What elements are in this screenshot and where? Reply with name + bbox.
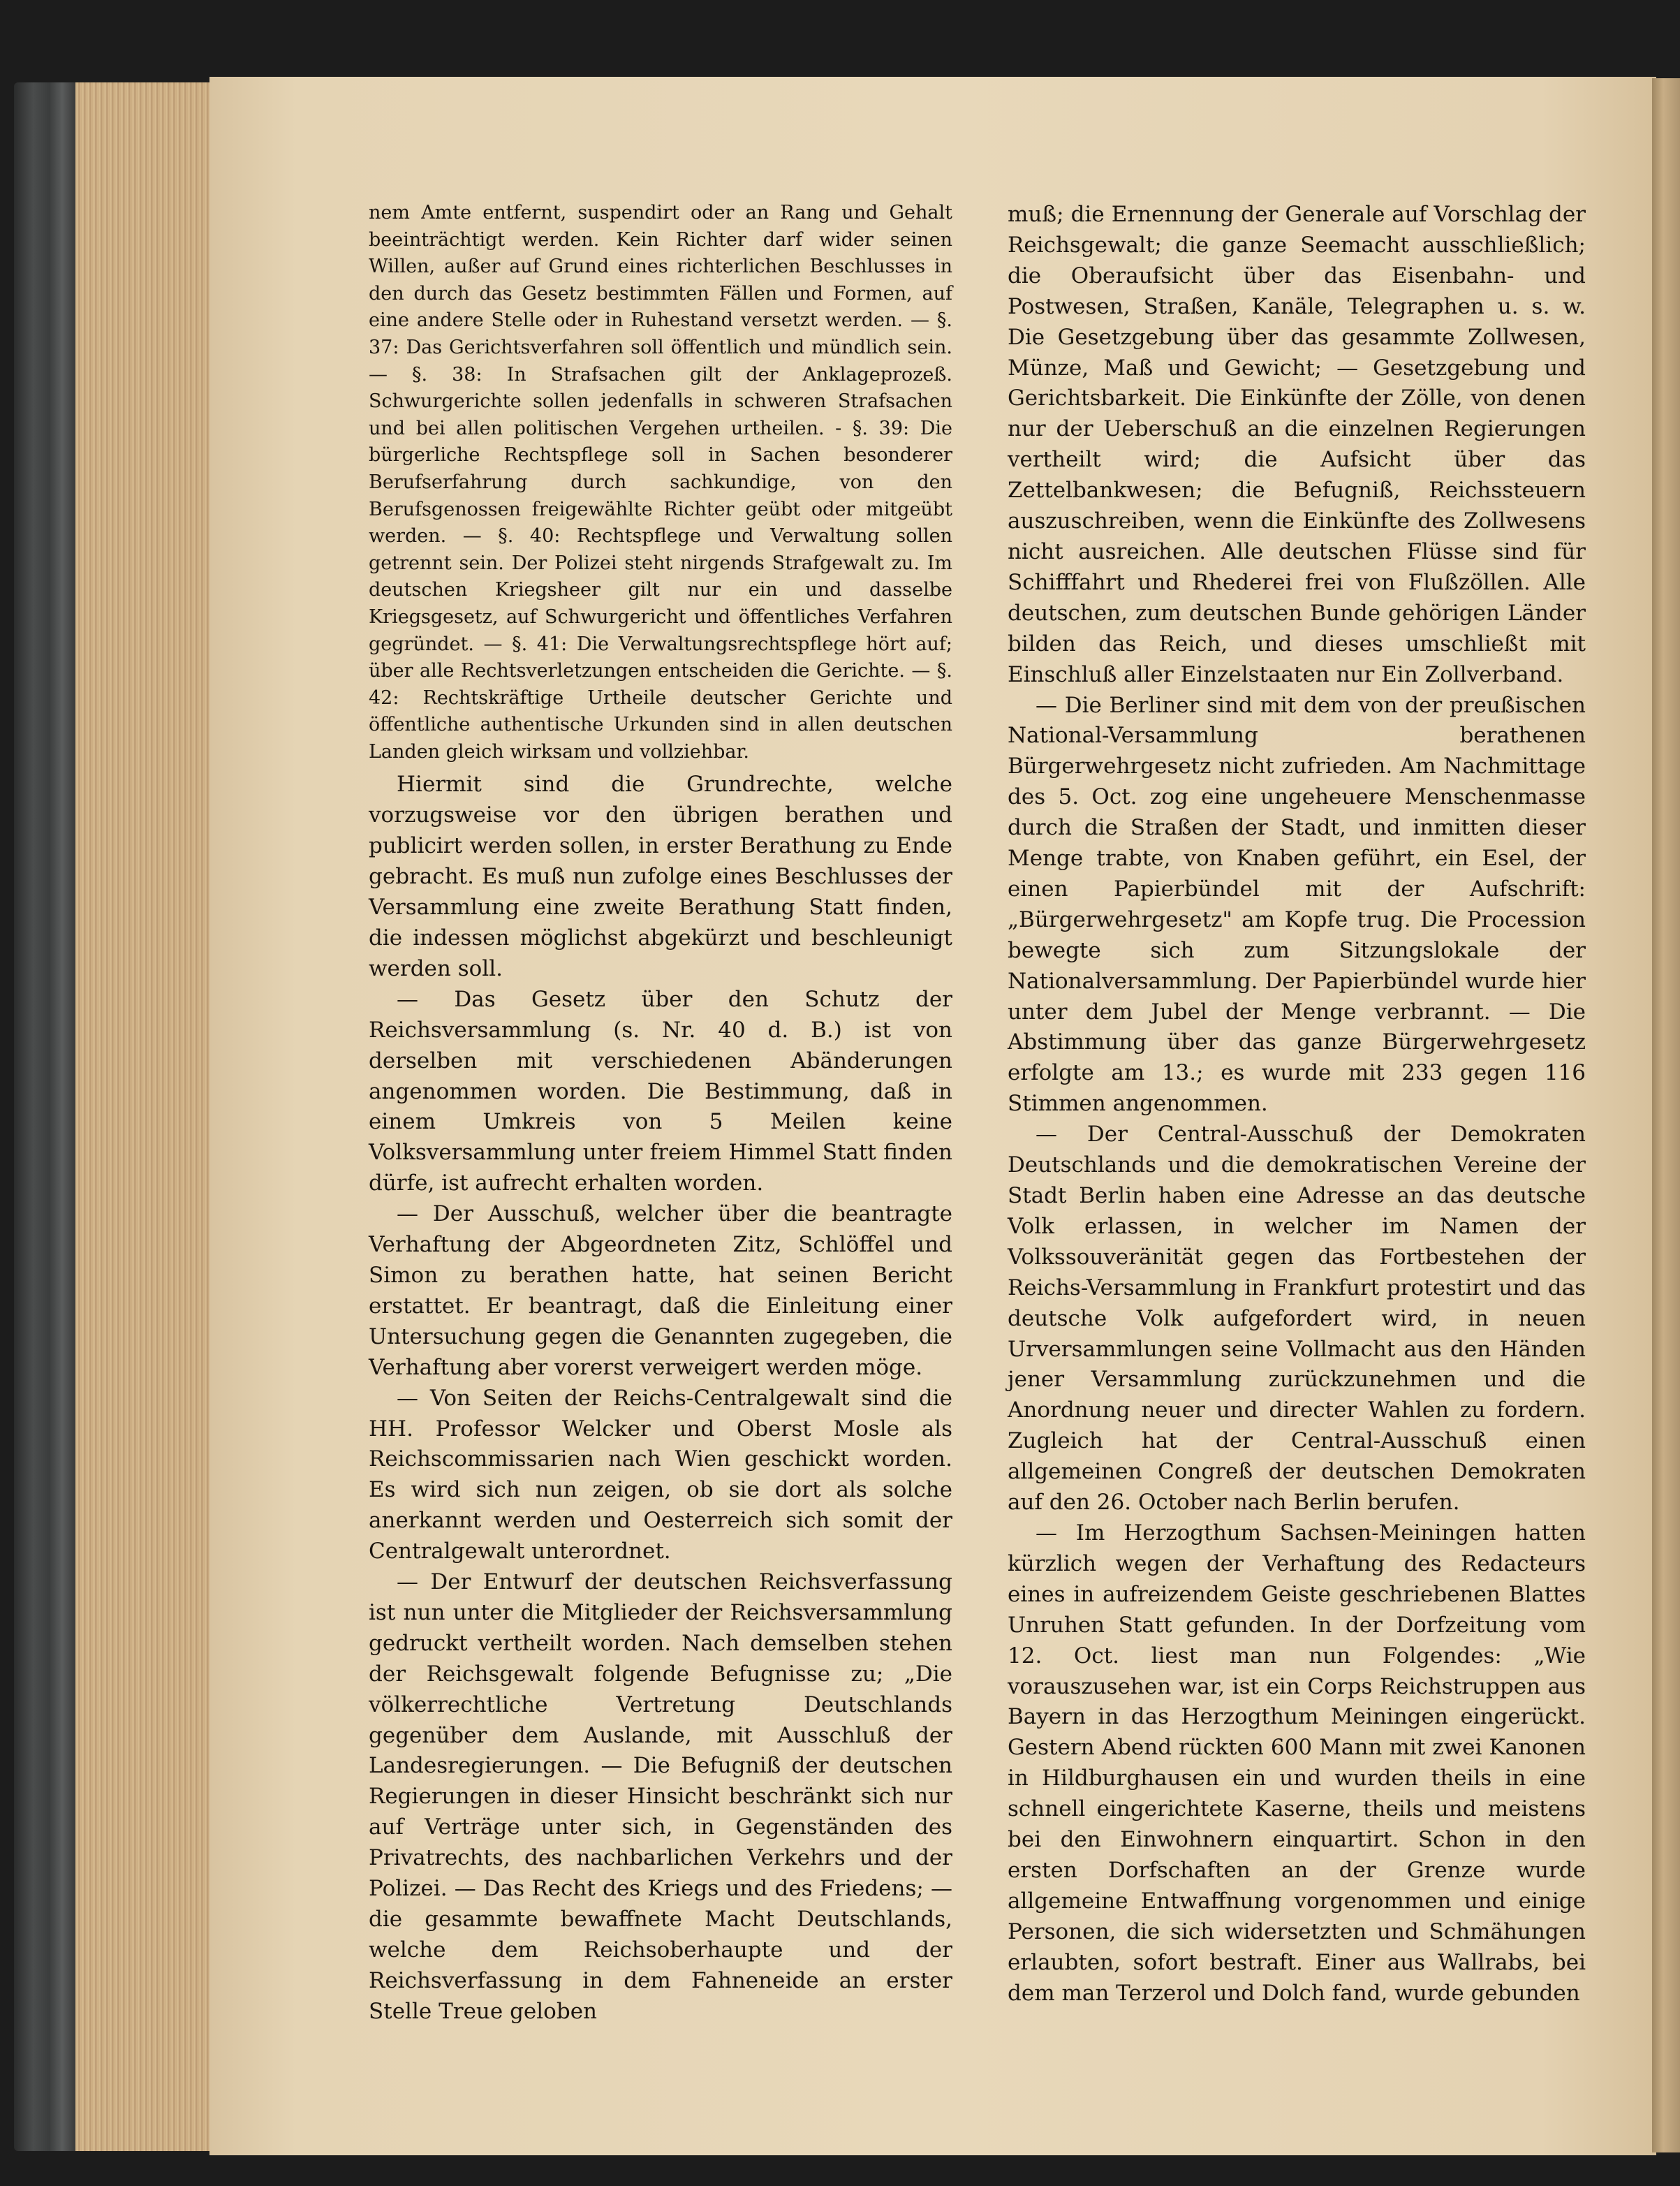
paragraph-sachsen-meiningen: — Im Herzogthum Sachsen-Meiningen hatten kürzlich wegen der Verhaftung des Redacteurs eines in aufreizendem Geiste geschriebenen Blattes Unruhen Statt gefunden. In der Dorfzeitung vom 12. Oct. liest man nun Folgendes: „Wie vorauszusehen war, ist ein Corps Reichstruppen aus Bayern in das Herzogthum Meiningen eingerückt. Gestern Abend rückten 600 Mann mit zwei Kanonen in Hildburghausen ein und wurden theils in eine schnell eingerichtete Kaserne, theils und meistens bei den Einwohnern einquartirt. Schon in den ersten Dorfschaften an der Grenze wurde allgemeine Entwaffnung vorgenommen und einige Personen, die sich widersetzten und Schmähungen erlaubten, sofort bestraft. Einer aus Wallrabs, bei dem man Terzerol und Dolch fand, wurde gebunden	[1008, 1520, 1586, 2006]
page-edges	[75, 82, 219, 2151]
left-text-column	[369, 200, 952, 2027]
right-page-edge	[1652, 78, 1680, 2152]
book-binding	[14, 82, 78, 2151]
paragraph-berliner: — Die Berliner sind mit dem von der preußischen National-Versammlung berathenen Bürgerwehrgesetz nicht zufrieden. Am Nachmittage des 5. Oct. zog eine ungeheuere Menschenmasse durch die Straßen der Stadt, und inmitten dieser Menge trabte, von Knaben geführt, ein Esel, der einen Papierbündel mit der Aufschrift: „Bürgerwehrgesetz" am Kopfe trug. Die Procession bewegte sich zum Sitzungslokale der Nationalversammlung. Der Papierbündel wurde hier unter dem Jubel der Menge verbrannt. — Die Abstimmung über das ganze Bürgerwehrgesetz erfolgte am 13.; es wurde mit 233 gegen 116 Stimmen angenommen.	[1008, 692, 1586, 1117]
paragraph-grundrechte: Hiermit sind die Grundrechte, welche vorzugsweise vor den übrigen berathen und publicirt werden sollen, in erster Berathung zu Ende gebracht. Es muß nun zufolge eines Beschlusses der Versammlung eine zweite Berathung Statt finden, die indessen möglichst abgekürzt und beschleunigt werden soll.	[369, 772, 952, 981]
paragraph-continuation: muß; die Ernennung der Generale auf Vorschlag der Reichsgewalt; die ganze Seemacht ausschließlich; die Oberaufsicht über das Eisenbahn- und Postwesen, Straßen, Kanäle, Telegraphen u. s. w. Die Gesetzgebung über das gesammte Zollwesen, Münze, Maß und Gewicht; — Gesetzgebung und Gerichtsbarkeit. Die Einkünfte der Zölle, von denen nur der Ueberschuß an die einzelnen Regierungen vertheilt wird; die Aufsicht über das Zettelbankwesen; die Befugniß, Reichssteuern auszuschreiben, wenn die Einkünfte des Zollwesens nicht ausreichen. Alle deutschen Flüsse sind für Schifffahrt und Rhederei frei von Flußzöllen. Alle deutschen, zum deutschen Bunde gehörigen Länder bilden das Reich, und dieses umschließt mit Einschluß aller Einzelstaaten nur Ein Zollverband.	[1008, 202, 1586, 687]
paragraph-schutz-reichsversammlung: — Das Gesetz über den Schutz der Reichsversammlung (s. Nr. 40 d. B.) ist von derselben mit verschiedenen Abänderungen angenommen worden. Die Bestimmung, daß in einem Umkreis von 5 Meilen keine Volksversammlung unter freiem Himmel Statt finden dürfe, ist aufrecht erhalten worden.	[369, 986, 952, 1196]
right-text-column	[1008, 200, 1586, 2009]
paragraph-ausschuss-verhaftung: — Der Ausschuß, welcher über die beantragte Verhaftung der Abgeordneten Zitz, Schlöffel und Simon zu berathen hatte, hat seinen Bericht erstattet. Er beantragt, daß die Einleitung einer Untersuchung gegen die Genannten zugegeben, die Verhaftung aber vorerst verweigert werden möge.	[369, 1201, 952, 1380]
paragraph-reichsverfassung: — Der Entwurf der deutschen Reichsverfassung ist nun unter die Mitglieder der Reichsversammlung gedruckt vertheilt worden. Nach demselben stehen der Reichsgewalt folgende Befugnisse zu; „Die völkerrechtliche Vertretung Deutschlands gegenüber dem Auslande, mit Ausschluß der Landesregierungen. — Die Befugniß der deutschen Regierungen in dieser Hinsicht beschränkt sich nur auf Verträge unter sich, in Gegenständen des Privatrechts, des nachbarlichen Verkehrs und der Polizei. — Das Recht des Kriegs und des Friedens; — die gesammte bewaffnete Macht Deutschlands, welche dem Reichsoberhaupte und der Reichsverfassung in dem Fahneneide an erster Stelle Treue geloben	[369, 1569, 952, 2024]
small-print-paragraph: nem Amte entfernt, suspendirt oder an Rang und Gehalt beeinträchtigt werden. Kein Richter darf wider seinen Willen, außer auf Grund eines richterlichen Beschlusses in den durch das Gesetz bestimmten Fällen und Formen, auf eine andere Stelle oder in Ruhestand versetzt werden. — §. 37: Das Gerichtsverfahren soll öffentlich und mündlich sein. — §. 38: In Strafsachen gilt der Anklageprozeß. Schwurgerichte sollen jedenfalls in schweren Strafsachen und bei allen politischen Vergehen urtheilen. - §. 39: Die bürgerliche Rechtspflege soll in Sachen besonderer Berufserfahrung durch sachkundige, von den Berufsgenossen freigewählte Richter geübt oder mitgeübt werden. — §. 40: Rechtspflege und Verwaltung sollen getrennt sein. Der Polizei steht nirgends Strafgewalt zu. Im deutschen Kriegsheer gilt nur ein und dasselbe Kriegsgesetz, auf Schwurgericht und öffentliches Verfahren gegründet. — §. 41: Die Verwaltungsrechtspflege hört auf; über alle Rechtsverletzungen entscheiden die Gerichte. — §. 42: Rechtskräftige Urtheile deutscher Gerichte und öffentliche authentische Urkunden sind in allen deutschen Landen gleich wirksam und vollziehbar.	[369, 202, 952, 763]
paragraph-reichscommissarien: — Von Seiten der Reichs-Centralgewalt sind die HH. Professor Welcker und Oberst Mosle als Reichscommissarien nach Wien geschickt worden. Es wird sich nun zeigen, ob sie dort als solche anerkannt werden und Oesterreich sich somit der Centralgewalt unterordnet.	[369, 1385, 952, 1564]
paragraph-central-ausschuss: — Der Central-Ausschuß der Demokraten Deutschlands und die demokratischen Vereine der Stadt Berlin haben eine Adresse an das deutsche Volk erlassen, in welcher im Namen der Volkssouveränität gegen das Fortbestehen der Reichs-Versammlung in Frankfurt protestirt und das deutsche Volk aufgefordert wird, in neuen Urversammlungen seine Vollmacht aus den Händen jener Versammlung zurückzunehmen und die Anordnung neuer und directer Wahlen zu fordern. Zugleich hat der Central-Ausschuß einen allgemeinen Congreß der deutschen Demokraten auf den 26. October nach Berlin berufen.	[1008, 1122, 1586, 1516]
